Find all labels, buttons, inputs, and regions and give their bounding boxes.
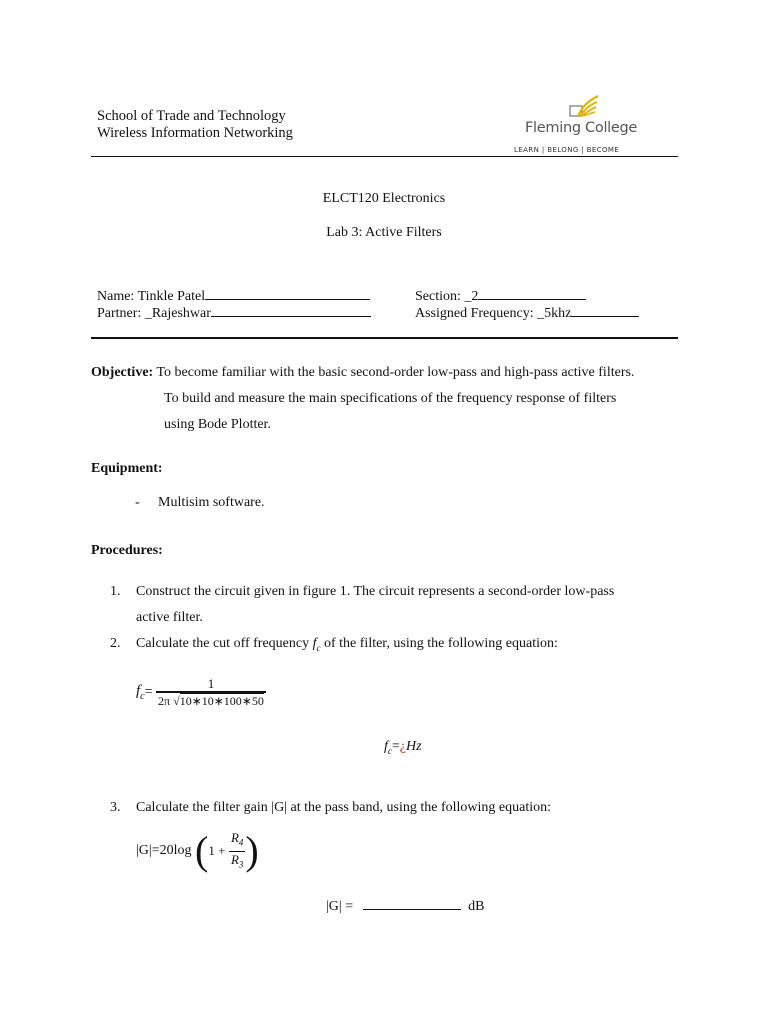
step-1	[110, 579, 690, 605]
step-2-var: f	[312, 636, 317, 651]
eq1-lhs-sub: c	[140, 691, 145, 702]
info-divider	[91, 337, 678, 339]
eq1-denominator	[156, 691, 266, 709]
school-name: School of Trade and Technology	[97, 108, 286, 124]
eq1-lhs: f	[136, 683, 141, 699]
equipment-item: Multisim software.	[158, 495, 265, 510]
logo-name: Fleming College	[525, 120, 638, 136]
lab-title: Lab 3: Active Filters	[326, 225, 442, 240]
cutoff-equation	[136, 676, 266, 709]
eq2-lhs-sub: c	[387, 745, 392, 756]
fleming-logo	[512, 94, 652, 158]
sqrt-icon: √	[173, 694, 180, 708]
eq1-numerator: 1	[207, 676, 215, 691]
eq3-lhs: |G|	[136, 843, 152, 859]
eq2-unit: Hz	[406, 739, 422, 754]
course-title: ELCT120 Electronics	[322, 191, 446, 206]
eq1-den-pre: 2π	[158, 694, 171, 708]
step-3-number: 3.	[110, 800, 121, 815]
partner-value: _Rajeshwar	[144, 306, 211, 321]
eq3-den: R	[230, 851, 239, 867]
header-divider	[91, 156, 678, 157]
frequency-line	[415, 303, 639, 322]
logo-tagline: LEARN | BELONG | BECOME	[514, 146, 620, 154]
gain-blank	[363, 896, 461, 910]
left-paren-icon: (	[195, 828, 209, 874]
frequency-value: _5khz	[537, 306, 572, 321]
eq1-fraction	[156, 676, 266, 709]
fleming-leaf-icon	[564, 94, 604, 122]
eq3-num-sub: 4	[238, 837, 244, 848]
eq3-den-sub: 3	[238, 859, 244, 870]
step-3-text: Calculate the filter gain |G| at the pass band, using the following equation:	[136, 800, 552, 815]
frequency-label: Assigned Frequency:	[415, 306, 534, 321]
objective-label: Objective:	[91, 365, 154, 380]
name-blank	[205, 286, 370, 300]
eq2-lhs: f	[384, 739, 388, 754]
gain-unit: dB	[468, 899, 485, 914]
objective-line2: To build and measure the main specifications of the frequency response of filters	[164, 391, 617, 406]
section-value: _2	[464, 289, 479, 304]
procedure-steps	[110, 579, 690, 661]
objective-line3: using Bode Plotter.	[164, 417, 271, 432]
name-label: Name:	[97, 289, 135, 304]
eq3-fraction	[229, 830, 245, 872]
frequency-blank	[571, 303, 639, 317]
right-paren-icon: )	[245, 828, 259, 874]
eq1-equals: =	[144, 684, 153, 700]
step-2-pre: Calculate the cut off frequency	[136, 636, 313, 651]
procedures-label: Procedures:	[91, 543, 163, 558]
eq1-radicand: 10∗10∗100∗50	[179, 694, 264, 708]
gain-label: |G| =	[326, 899, 354, 914]
step-1-line2: active filter.	[136, 610, 203, 625]
step-2	[110, 631, 690, 661]
step-1-line1: Construct the circuit given in figure 1. The circuit represents a second-order low-pass	[136, 584, 615, 599]
step-2-sub: c	[316, 642, 321, 653]
section-blank	[478, 286, 586, 300]
eq2-mark: ¿	[399, 739, 407, 754]
step-1-cont	[110, 605, 690, 631]
step-1-number: 1.	[110, 584, 121, 599]
step-3	[110, 795, 690, 821]
equipment-label: Equipment:	[91, 461, 163, 476]
objective-line1: To become familiar with the basic second-order low-pass and high-pass active filters.	[156, 365, 635, 380]
cutoff-result	[384, 739, 422, 756]
gain-equation	[136, 830, 259, 872]
eq2-equals: =	[391, 739, 400, 754]
procedures-heading	[91, 543, 163, 559]
program-name: Wireless Information Networking	[97, 125, 293, 141]
partner-label: Partner:	[97, 306, 142, 321]
equipment-bullet: -	[135, 495, 140, 510]
step-2-number: 2.	[110, 636, 121, 651]
name-value: Tinkle Patel	[137, 289, 206, 304]
eq3-equals: =20log	[151, 843, 192, 859]
section-label: Section:	[415, 289, 461, 304]
equipment-heading	[91, 461, 163, 477]
step-2-post: of the filter, using the following equation:	[320, 636, 558, 651]
eq3-num: R	[230, 830, 239, 845]
objective-block	[91, 360, 691, 438]
partner-blank	[211, 303, 371, 317]
header-left	[97, 108, 293, 142]
partner-line	[97, 303, 371, 322]
eq3-one: 1 +	[208, 843, 226, 859]
gain-result	[326, 896, 484, 915]
